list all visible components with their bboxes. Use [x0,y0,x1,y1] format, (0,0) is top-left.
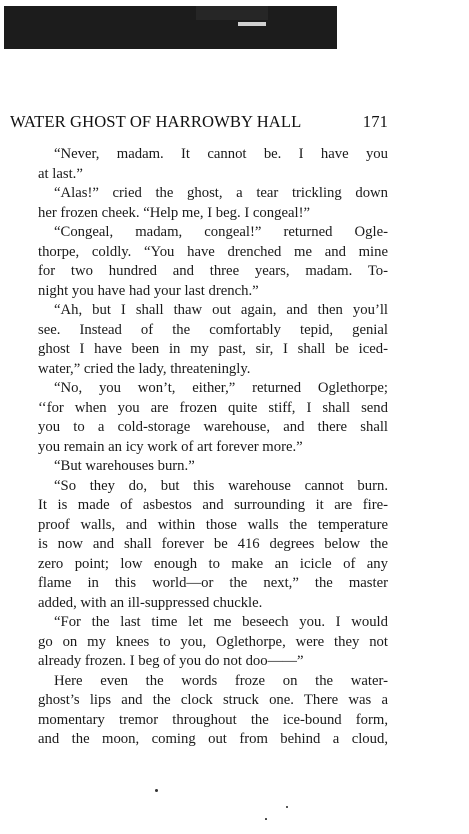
text-line: “For the last time let me beseech you. I would [54,614,388,630]
body-text [38,145,388,750]
text-line: It is made of asbestos and surrounding it are fire- [38,497,388,513]
scan-bar-mark [238,22,266,26]
scan-bar-notch [196,6,268,20]
text-line: “Never, madam. It cannot be. I have you [54,146,388,162]
text-line: “No, you won’t, either,” returned Oglethorpe; [54,380,388,396]
running-head [10,112,388,132]
scan-speck [286,806,288,808]
scan-speck [155,789,158,792]
text-line: Here even the words froze on the water- [54,672,388,689]
text-line: you to a cold-storage warehouse, and there shall [38,419,388,435]
text-line: already frozen. I beg of you do not doo——” [38,653,304,669]
text-line: thorpe, coldly. “You have drenched me and mine [38,243,388,260]
text-line: “Congeal, madam, congeal!” returned Ogle- [54,224,388,240]
text-line: “Alas!” cried the ghost, a tear trickling down [54,185,388,201]
page-number: 171 [362,112,388,131]
text-line: see. Instead of the comfortably tepid, genial [38,321,388,338]
text-line: is now and shall forever be 416 degrees below the [38,536,388,552]
text-line: momentary tremor throughout the ice-bound form, [38,711,388,728]
text-line: water,” cried the lady, threateningly. [38,360,251,377]
text-line: and the moon, coming out from behind a cloud, [38,731,388,747]
text-line: “Ah, but I shall thaw out again, and then you’ll [54,302,388,318]
text-line: ghost I have been in my past, sir, I shall be iced- [38,341,388,357]
text-line: ghost’s lips and the clock struck one. There was a [38,692,388,708]
running-head-title: WATER GHOST OF HARROWBY HALL [10,112,302,131]
text-line: at last.” [38,165,83,182]
text-line: go on my knees to you, Oglethorpe, were they not [38,633,388,650]
text-line: her frozen cheek. “Help me, I beg. I congeal!” [38,204,310,221]
text-line: added, with an ill-suppressed chuckle. [38,594,263,611]
text-line: for two hundred and three years, madam. To- [38,263,388,279]
scan-redaction-bar [4,6,337,49]
text-line: “So they do, but this warehouse cannot burn. [54,477,388,494]
text-line: ‘‘for when you are frozen quite stiff, I shall send [38,399,388,416]
text-line: proof walls, and within those walls the temperature [38,516,388,533]
text-line: you remain an icy work of art forever more.” [38,438,303,455]
text-line: zero point; low enough to make an icicle of any [38,555,388,572]
scan-speck [265,818,267,820]
text-line: night you have had your last drench.” [38,282,259,299]
text-line: flame in this world—or the next,” the master [38,575,388,591]
text-line: “But warehouses burn.” [54,458,195,474]
